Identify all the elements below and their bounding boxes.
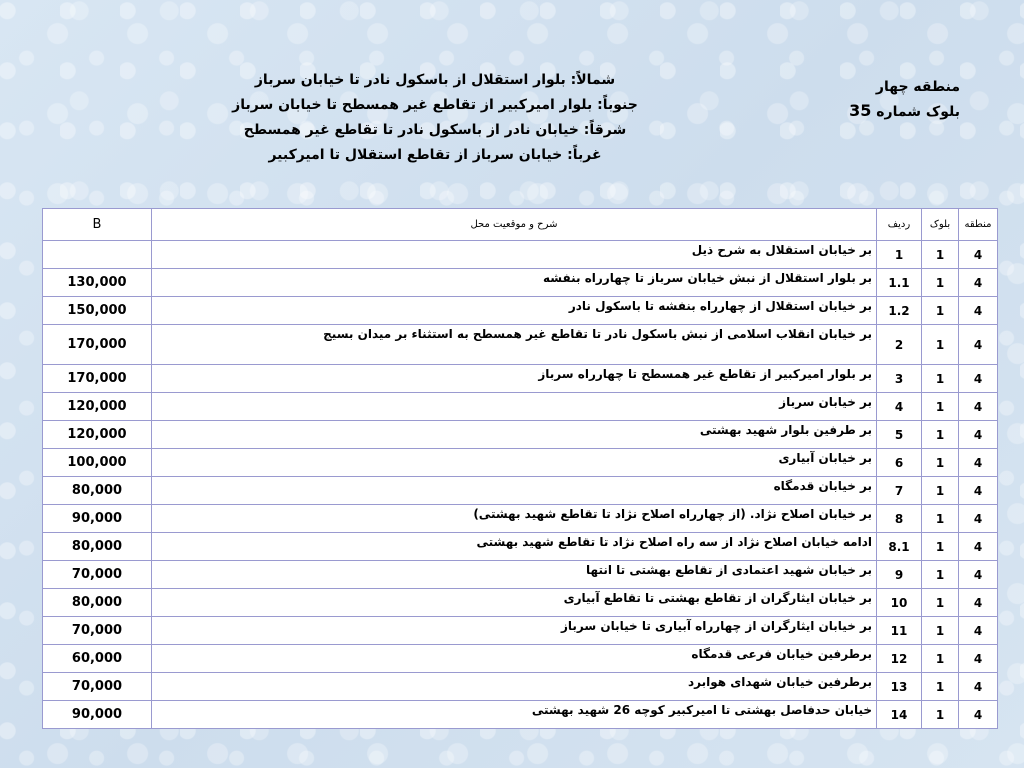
cell-description: بر خیابان قدمگاه [152, 477, 877, 505]
boundary-east: شرقاً: خیابان نادر از باسکول نادر تا تقاطع غیر همسطح [243, 122, 627, 138]
cell-row-number: 14 [877, 701, 922, 729]
cell-block: 1 [922, 533, 959, 561]
cell-block: 1 [922, 701, 959, 729]
cell-row-number: 6 [877, 449, 922, 477]
cell-row-number: 8 [877, 505, 922, 533]
cell-region: 4 [959, 561, 998, 589]
cell-price: 170,000 [43, 325, 152, 365]
cell-row-number: 1 [877, 241, 922, 269]
cell-description: خیابان حدفاصل بهشتی تا امیرکبیر کوچه 26 شهید بهشتی [152, 701, 877, 729]
cell-description: بر بلوار امیرکبیر از تقاطع غیر همسطح تا چهارراه سرباز [152, 365, 877, 393]
cell-row-number: 2 [877, 325, 922, 365]
boundaries-description [230, 68, 640, 168]
cell-region: 4 [959, 393, 998, 421]
cell-price: 80,000 [43, 533, 152, 561]
table-row [43, 589, 998, 617]
cell-price: 150,000 [43, 297, 152, 325]
cell-block: 1 [922, 645, 959, 673]
cell-region: 4 [959, 365, 998, 393]
cell-block: 1 [922, 673, 959, 701]
cell-price: 130,000 [43, 269, 152, 297]
cell-block: 1 [922, 269, 959, 297]
table-row [43, 533, 998, 561]
header-row-number: ردیف [877, 209, 922, 241]
cell-description: بر خیابان ایثارگران از چهارراه آبیاری تا خیابان سرباز [152, 617, 877, 645]
cell-description: بر خیابان اصلاح نژاد. (از چهارراه اصلاح نژاد تا تقاطع شهید بهشتی) [152, 505, 877, 533]
cell-region: 4 [959, 589, 998, 617]
cell-region: 4 [959, 297, 998, 325]
cell-price: 80,000 [43, 589, 152, 617]
cell-row-number: 5 [877, 421, 922, 449]
cell-block: 1 [922, 393, 959, 421]
cell-description: بر بلوار استقلال از نبش خیابان سرباز تا چهارراه بنفشه [152, 269, 877, 297]
header-block: بلوک [922, 209, 959, 241]
cell-row-number: 8.1 [877, 533, 922, 561]
cell-row-number: 9 [877, 561, 922, 589]
cell-row-number: 3 [877, 365, 922, 393]
cell-block: 1 [922, 561, 959, 589]
cell-row-number: 1.2 [877, 297, 922, 325]
cell-region: 4 [959, 673, 998, 701]
cell-price: 120,000 [43, 393, 152, 421]
block-label: بلوک شماره [876, 104, 960, 120]
region-info [849, 76, 960, 124]
cell-block: 1 [922, 617, 959, 645]
cell-row-number: 12 [877, 645, 922, 673]
cell-price: 90,000 [43, 701, 152, 729]
boundary-west: غرباً: خیابان سرباز از تقاطع استقلال تا امیرکبیر [268, 147, 602, 163]
cell-block: 1 [922, 589, 959, 617]
table-row [43, 701, 998, 729]
cell-region: 4 [959, 325, 998, 365]
cell-price: 70,000 [43, 561, 152, 589]
cell-region: 4 [959, 505, 998, 533]
table-row [43, 297, 998, 325]
cell-price: 60,000 [43, 645, 152, 673]
table-row [43, 505, 998, 533]
block-number-line [849, 99, 960, 124]
boundary-south: جنوباً: بلوار امیرکبیر از تقاطع غیر همسطح تا خیابان سرباز [232, 97, 638, 113]
cell-description: بر خیابان شهید اعتمادی از تقاطع بهشتی تا انتها [152, 561, 877, 589]
table-row [43, 393, 998, 421]
header-price: B [43, 209, 152, 241]
cell-description: بر طرفین بلوار شهید بهشتی [152, 421, 877, 449]
table-row [43, 617, 998, 645]
cell-description: بر خیابان استقلال به شرح ذیل [152, 241, 877, 269]
cell-block: 1 [922, 421, 959, 449]
cell-description: برطرفین خیابان فرعی قدمگاه [152, 645, 877, 673]
cell-row-number: 11 [877, 617, 922, 645]
rates-table [42, 208, 998, 729]
table-row [43, 241, 998, 269]
table-row [43, 325, 998, 365]
cell-block: 1 [922, 365, 959, 393]
cell-row-number: 13 [877, 673, 922, 701]
cell-row-number: 10 [877, 589, 922, 617]
cell-description: بر خیابان سرباز [152, 393, 877, 421]
table-row [43, 449, 998, 477]
cell-price: 70,000 [43, 617, 152, 645]
cell-region: 4 [959, 421, 998, 449]
cell-price: 170,000 [43, 365, 152, 393]
header-description: شرح و موقعیت محل [152, 209, 877, 241]
cell-price: 70,000 [43, 673, 152, 701]
table-body [43, 241, 998, 729]
table-header-row [43, 209, 998, 241]
cell-region: 4 [959, 617, 998, 645]
cell-region: 4 [959, 645, 998, 673]
cell-description: برطرفین خیابان شهدای هوابرد [152, 673, 877, 701]
cell-block: 1 [922, 449, 959, 477]
cell-description: ادامه خیابان اصلاح نژاد از سه راه اصلاح نژاد تا تقاطع شهید بهشتی [152, 533, 877, 561]
cell-block: 1 [922, 325, 959, 365]
cell-region: 4 [959, 449, 998, 477]
table-row [43, 477, 998, 505]
table-row [43, 269, 998, 297]
cell-row-number: 4 [877, 393, 922, 421]
table-row [43, 673, 998, 701]
cell-block: 1 [922, 505, 959, 533]
boundary-north: شمالاً: بلوار استقلال از باسکول نادر تا خیابان سرباز [254, 72, 616, 88]
cell-block: 1 [922, 297, 959, 325]
cell-price: 80,000 [43, 477, 152, 505]
cell-description: بر خیابان انقلاب اسلامی از نبش باسکول نادر تا تقاطع غیر همسطح به استثناء بر میدان بسیج [152, 325, 877, 365]
cell-price: 100,000 [43, 449, 152, 477]
cell-region: 4 [959, 241, 998, 269]
cell-region: 4 [959, 269, 998, 297]
cell-price [43, 241, 152, 269]
cell-block: 1 [922, 241, 959, 269]
block-number: 35 [849, 101, 872, 120]
cell-description: بر خیابان آبیاری [152, 449, 877, 477]
table-row [43, 561, 998, 589]
table-row [43, 645, 998, 673]
cell-row-number: 1.1 [877, 269, 922, 297]
cell-region: 4 [959, 701, 998, 729]
cell-region: 4 [959, 477, 998, 505]
cell-region: 4 [959, 533, 998, 561]
header-region: منطقه [959, 209, 998, 241]
cell-block: 1 [922, 477, 959, 505]
cell-price: 90,000 [43, 505, 152, 533]
cell-description: بر خیابان ایثارگران از تقاطع بهشتی تا تقاطع آبیاری [152, 589, 877, 617]
cell-row-number: 7 [877, 477, 922, 505]
region-title: منطقه چهار [875, 79, 960, 95]
cell-price: 120,000 [43, 421, 152, 449]
cell-description: بر خیابان استقلال از چهارراه بنفشه تا باسکول نادر [152, 297, 877, 325]
table-row [43, 365, 998, 393]
table-row [43, 421, 998, 449]
